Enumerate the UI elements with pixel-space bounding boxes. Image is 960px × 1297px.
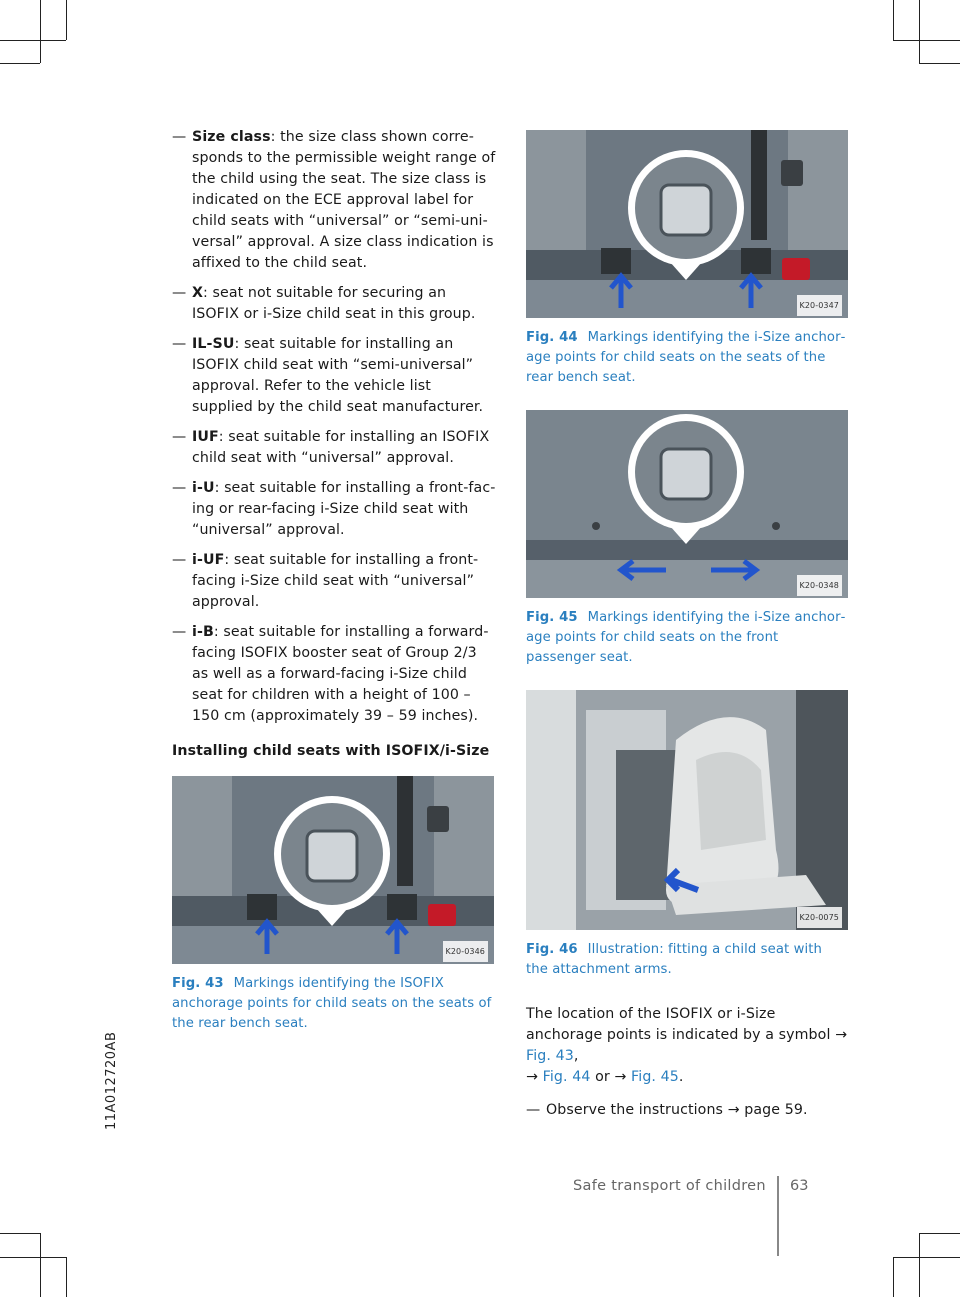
figure-44-caption <box>526 328 848 388</box>
figure-number: Fig. 44 <box>526 330 578 345</box>
list-term: i-B <box>192 624 214 640</box>
crop-mark <box>893 1257 960 1258</box>
footer-chapter-title: Safe transport of children <box>573 1178 766 1194</box>
list-dash: — <box>172 429 187 445</box>
figure-45-link[interactable]: Fig. 45 <box>631 1069 679 1085</box>
crop-mark <box>919 1233 960 1234</box>
list-dash: — <box>172 480 187 496</box>
figure-46-caption <box>526 940 848 980</box>
crop-mark <box>0 63 40 64</box>
figure-45-caption <box>526 608 848 668</box>
figure-43-caption <box>172 974 496 1034</box>
list-term: IUF <box>192 429 219 445</box>
list-text: : seat suitable for installing a forward-facing ISOFIX booster seat of Group 2/3 as well as a forward-facing i-Size child seat for children with a height of 100 – 150 cm (approximately 39 – 59 inches). <box>192 624 489 724</box>
figure-43-link[interactable]: Fig. 43 <box>526 1048 574 1064</box>
crop-mark <box>0 1257 66 1258</box>
arrow-icon: → <box>835 1027 848 1043</box>
crop-mark <box>40 1233 41 1297</box>
list-item <box>172 334 496 418</box>
figure-46-image <box>526 690 848 930</box>
crop-mark <box>893 0 894 40</box>
figure-number: Fig. 46 <box>526 942 578 957</box>
list-dash: — <box>526 1102 541 1118</box>
period: . <box>678 1069 684 1085</box>
list-term: IL-SU <box>192 336 235 352</box>
list-item <box>172 427 496 469</box>
crop-mark <box>893 1257 894 1297</box>
list-dash: — <box>172 129 187 145</box>
list-text: : seat suitable for installing a front-facing i-Size child seat with “universal” approval. <box>192 552 479 610</box>
list-dash: — <box>172 624 187 640</box>
list-item <box>172 478 496 541</box>
figure-45-image <box>526 410 848 598</box>
left-column <box>172 127 496 1034</box>
list-term: i-UF <box>192 552 225 568</box>
section-heading: Installing child seats with ISOFIX/i-Size <box>172 743 490 759</box>
paragraph-text: The location of the ISOFIX or i-Size anchorage points is indicated by a symbol <box>526 1006 836 1043</box>
document-code: 11A012720AB <box>104 1031 119 1130</box>
caption-text: Markings identifying the i-Size anchorage points for child seats on the seats of the rear bench seat. <box>526 330 846 385</box>
crop-mark <box>0 40 66 41</box>
crop-mark <box>919 1233 920 1297</box>
list-dash: — <box>172 285 187 301</box>
caption-text: Markings identifying the ISOFIX anchorage points for child seats on the seats of the rear bench seat. <box>172 976 492 1031</box>
crop-mark <box>0 1233 40 1234</box>
list-item <box>172 550 496 613</box>
list-item <box>172 283 496 325</box>
footer-separator <box>777 1176 779 1256</box>
comma: , <box>573 1048 579 1064</box>
figure-number: Fig. 45 <box>526 610 578 625</box>
body-paragraph <box>526 1004 848 1088</box>
crop-mark <box>919 0 920 63</box>
list-item <box>172 622 496 727</box>
list-text: : seat suitable for installing a front-facing or rear-facing i-Size child seat with “universal” approval. <box>192 480 496 538</box>
list-item <box>172 127 496 274</box>
crop-mark <box>919 63 960 64</box>
arrow-icon: → <box>526 1069 538 1085</box>
figure-code: K20-0075 <box>797 907 842 928</box>
list-term: Size class <box>192 129 271 145</box>
crop-mark <box>893 40 960 41</box>
page-59-link[interactable]: page 59. <box>739 1102 808 1118</box>
crop-mark <box>40 0 41 63</box>
list-term: X <box>192 285 204 301</box>
arrow-icon: → <box>614 1069 627 1085</box>
figure-44-image <box>526 130 848 318</box>
list-text: : seat suitable for installing an ISOFIX child seat with “universal” approval. <box>192 429 490 466</box>
crop-mark <box>66 1257 67 1297</box>
list-dash: — <box>172 552 187 568</box>
list-text: : seat not suitable for securing an ISOFIX or i-Size child seat in this group. <box>192 285 476 322</box>
figure-code: K20-0347 <box>797 295 842 316</box>
caption-text: Markings identifying the i-Size anchorage points for child seats on the front passenger seat. <box>526 610 846 665</box>
figure-43-image <box>172 776 494 964</box>
right-column <box>526 130 848 1130</box>
figure-number: Fig. 43 <box>172 976 224 991</box>
crop-mark <box>66 0 67 40</box>
list-term: i-U <box>192 480 215 496</box>
figure-44-link[interactable]: Fig. 44 <box>542 1069 591 1085</box>
list-text: : seat suitable for installing an ISOFIX child seat with “semi-universal” approval. Refer to the vehicle list supplied by the child seat manufacturer. <box>192 336 484 415</box>
or-text: or <box>590 1069 615 1085</box>
list-text: : the size class shown corresponds to the permissible weight range of the child using the seat. The size class is indicated on the ECE approval label for child seats with “universal” or “semi-universal” approval. A size class indication is affixed to the child seat. <box>192 129 496 271</box>
figure-code: K20-0346 <box>443 941 488 962</box>
caption-text: Illustration: fitting a child seat with the attachment arms. <box>526 942 822 977</box>
list-dash: — <box>172 336 187 352</box>
observe-text: Observe the instructions <box>546 1102 728 1118</box>
list-item <box>526 1100 848 1121</box>
page-number: 63 <box>790 1178 809 1194</box>
arrow-icon: → <box>727 1102 740 1118</box>
figure-code: K20-0348 <box>797 575 842 596</box>
